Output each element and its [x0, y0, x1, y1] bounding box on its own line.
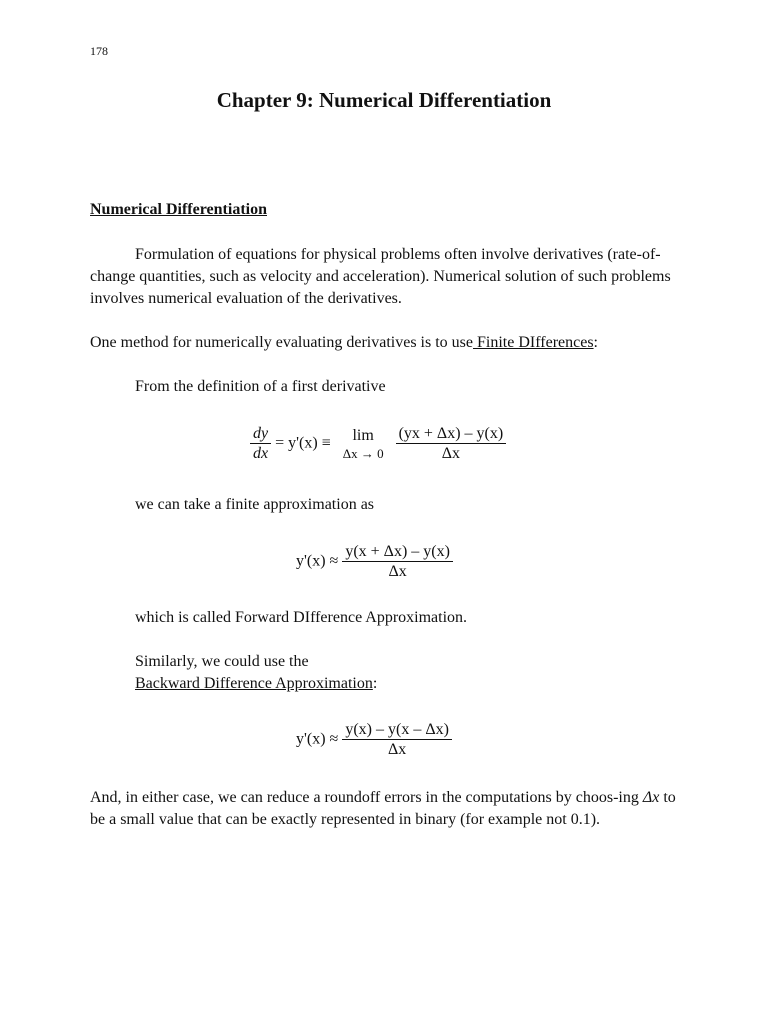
paragraph-roundoff — [90, 787, 690, 831]
paragraph-definition: From the definition of a first derivative — [135, 378, 386, 395]
dy-numerator: dy — [250, 424, 271, 444]
backward-difference-link: Backward Difference Approximation — [135, 675, 373, 692]
paragraph-backward — [135, 651, 377, 695]
quotient-numerator: (yx + Δx) – y(x) — [396, 424, 507, 444]
difference-quotient — [396, 424, 507, 464]
delta-x-symbol: Δx — [642, 789, 660, 806]
limit-label: lim — [352, 426, 374, 444]
equation-forward-difference — [296, 542, 453, 582]
limit-subscript: Δx → 0 — [342, 445, 384, 461]
paragraph-method-text: One method for numerically evaluating derivatives is to use — [90, 334, 473, 351]
equation-backward-difference — [296, 720, 452, 760]
backward-lhs: y'(x) ≈ — [296, 730, 343, 748]
forward-fraction — [342, 542, 453, 582]
paragraph-intro-text: Formulation of equations for physical problems often involve derivatives (rate-of-change quantities, such as velocity and acceleration). Numerical solution of such problems involves numerical evaluation of the derivatives. — [90, 246, 671, 307]
paragraph-method — [90, 332, 690, 354]
chapter-title: Chapter 9: Numerical Differentiation — [216, 88, 552, 112]
equation-middle: = y'(x) ≡ — [275, 434, 331, 452]
dy-dx-fraction — [250, 424, 271, 464]
finite-differences-link: Finite DIfferences — [473, 334, 594, 351]
equation-derivative-definition — [250, 424, 506, 464]
forward-denominator: Δx — [388, 563, 407, 580]
backward-fraction — [342, 720, 452, 760]
forward-lhs: y'(x) ≈ — [296, 552, 343, 570]
paragraph-backward-colon: : — [372, 675, 378, 692]
backward-denominator: Δx — [387, 741, 407, 758]
paragraph-method-colon: : — [593, 334, 598, 351]
limit-operator — [343, 426, 384, 463]
quotient-denominator: Δx — [441, 445, 461, 462]
paragraph-intro — [90, 244, 690, 310]
paragraph-roundoff-text: And, in either case, we can reduce a roundoff errors in the computations by choos-ing — [90, 789, 643, 806]
paragraph-forward-name: which is called Forward DIfference Approximation. — [135, 609, 468, 626]
backward-numerator: y(x) – y(x – Δx) — [342, 720, 452, 740]
paragraph-finite-approx: we can take a finite approximation as — [135, 496, 375, 513]
paragraph-roundoff-rest: to be a small value that can be exactly represented in binary (for example not 0.1). — [90, 789, 676, 828]
forward-numerator: y(x + Δx) – y(x) — [342, 542, 453, 562]
dx-denominator: dx — [253, 445, 269, 462]
paragraph-backward-line1: Similarly, we could use the — [135, 653, 309, 670]
page-number: 178 — [90, 44, 108, 58]
section-heading: Numerical Differentiation — [90, 201, 267, 218]
